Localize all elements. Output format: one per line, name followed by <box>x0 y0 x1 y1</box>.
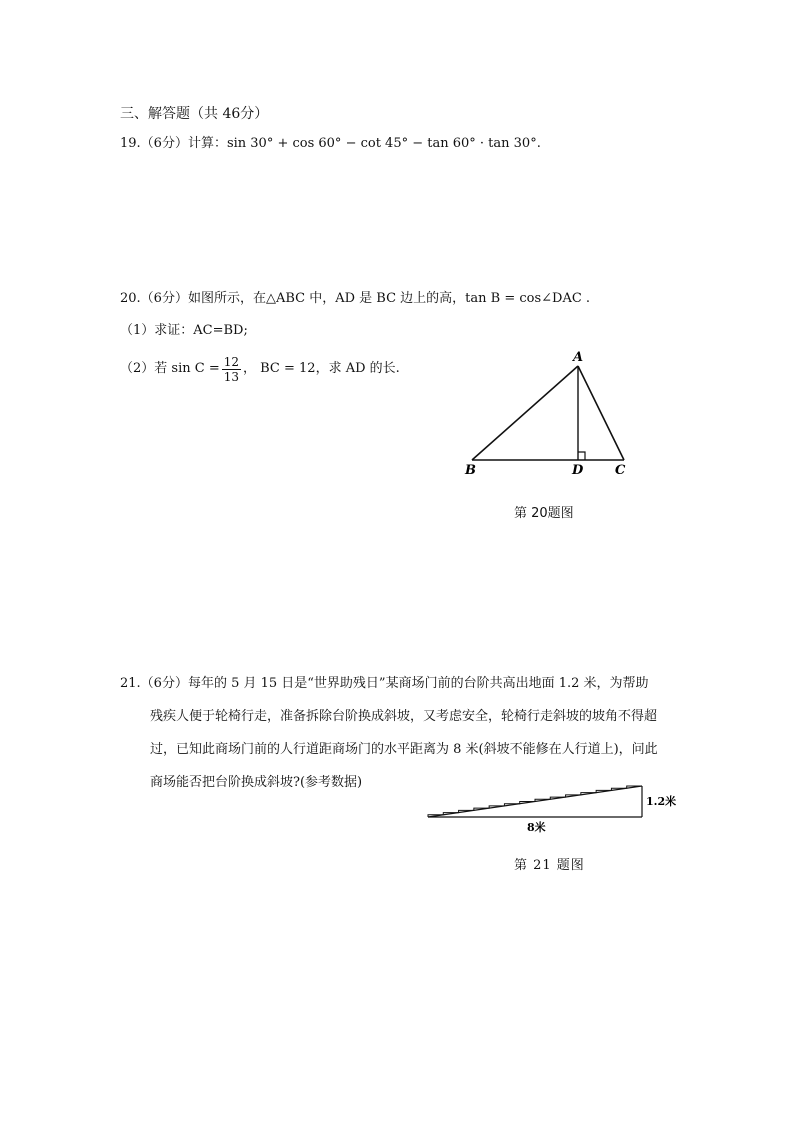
question-21 <box>120 676 680 808</box>
figure-21-caption: 第 21 题图 <box>514 858 585 873</box>
question-21-line-2: 残疾人便于轮椅行走，准备拆除台阶换成斜坡，又考虑安全，轮椅行走斜坡的坡角不得超 <box>150 709 658 724</box>
section-title: 三、解答题（共 46分） <box>120 106 269 122</box>
question-20-part-1: （1）求证：AC=BD; <box>120 323 248 338</box>
segment-ab <box>472 366 578 460</box>
question-20: 20.（6分）如图所示，在△ABC 中，AD 是 BC 边上的高，tan B = cos∠DAC . <box>120 291 591 306</box>
question-21-line-3: 过，已知此商场门前的人行道距商场门的水平距离为 8 米(斜坡不能修在人行道上)，问此 <box>150 742 658 757</box>
right-angle-mark <box>578 452 585 460</box>
part2-suffix: ， BC = 12，求 AD 的长. <box>243 361 400 376</box>
vertex-label-d: D <box>572 463 584 478</box>
question-21-line-4: 商场能否把台阶换成斜坡?(参考数据) <box>150 775 363 790</box>
fraction-12-13 <box>222 355 241 384</box>
height-label: 1.2米 <box>646 795 677 808</box>
fraction-numerator: 12 <box>223 354 239 369</box>
part2-prefix: （2）若 sin C = <box>120 361 220 376</box>
vertex-label-b: B <box>465 463 476 478</box>
question-20-part-2 <box>120 351 400 387</box>
question-19: 19.（6分）计算：sin 30° + cos 60° − cot 45° − tan 60° · tan 30°. <box>120 136 541 151</box>
vertex-label-c: C <box>615 463 626 478</box>
vertex-label-a: A <box>573 350 584 365</box>
width-label: 8米 <box>527 821 546 834</box>
fraction-denominator: 13 <box>223 369 239 384</box>
figure-20-caption: 第 20题图 <box>514 506 574 521</box>
segment-ac <box>578 366 624 460</box>
question-21-line-1: 21.（6分）每年的 5 月 15 日是“世界助残日”某商场门前的台阶共高出地面 1.2 米，为帮助 <box>120 676 649 691</box>
